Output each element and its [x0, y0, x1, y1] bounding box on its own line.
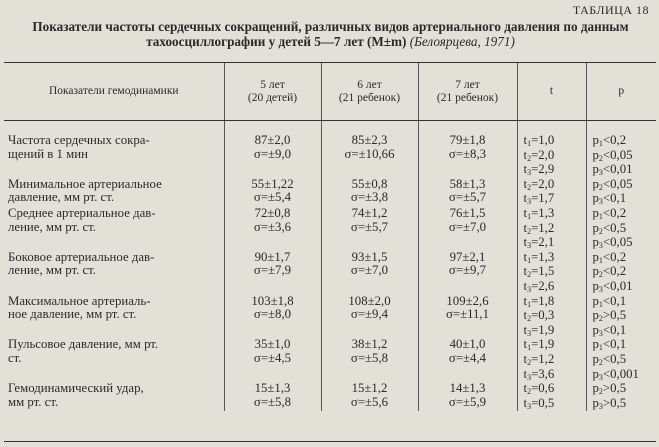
- table-row: [4, 134, 656, 178]
- age-7-cell-line: 40±1,0: [449, 337, 486, 352]
- indicator-line: Минимальное артериальное: [8, 176, 162, 191]
- p-cell-item: $p_2<0,2$: [592, 264, 627, 280]
- p-cell-item: $p_3<0,001$: [592, 366, 639, 382]
- table-title: [8, 19, 653, 49]
- p-cell-item: $p_2<0,5$: [592, 220, 627, 236]
- p-cell-subscript: 2: [598, 153, 603, 163]
- p-cell-item: $p_1<0,1$: [592, 293, 627, 309]
- age-7-cell: [418, 207, 517, 251]
- t-cell-item: $t_1=1,3$: [523, 249, 555, 265]
- age-5-cell: [224, 295, 321, 339]
- age-5-cell: [224, 207, 321, 251]
- age-5-cell-line: 15±1,3: [254, 381, 291, 396]
- header-age-6-label: 6 лет: [357, 78, 382, 91]
- age-6-cell-line: σ=±3,8: [350, 190, 389, 205]
- t-cell-subscript: 3: [527, 197, 532, 207]
- t-cell-subscript: 1: [527, 343, 532, 353]
- t-cell-subscript: 3: [527, 401, 532, 411]
- age-7-cell-line: σ=±5,9: [448, 394, 487, 409]
- age-7-cell: [418, 251, 517, 295]
- age-5-cell-line: σ=±5,8: [253, 394, 292, 409]
- age-5-cell-line: σ=±5,4: [253, 190, 292, 205]
- table-row: [4, 251, 656, 295]
- p-cell-item: $p_1<0,2$: [592, 133, 627, 148]
- indicator-line: Частота сердечных сокра-: [8, 133, 150, 147]
- t-cell-item: $t_1=1,9$: [523, 337, 555, 353]
- t-cell-item: $t_3=1,9$: [523, 322, 555, 338]
- age-5-cell: [224, 338, 321, 382]
- p-cell-item: $p_3<0,1$: [592, 322, 627, 338]
- table-label: ТАБЛИЦА 18: [572, 3, 649, 17]
- age-6-cell-line: 93±1,5: [351, 249, 388, 264]
- t-cell-item: $t_2=1,5$: [523, 264, 555, 280]
- t-cell-item: $t_2=1,2$: [523, 220, 555, 236]
- age-7-cell-line: 76±1,5: [449, 205, 486, 220]
- t-cell-subscript: 3: [527, 241, 532, 251]
- age-6-cell-line: σ=±7,0: [350, 263, 389, 278]
- age-6-cell-line: σ=±5,8: [350, 350, 389, 365]
- indicator-line: ное давление, мм рт. ст.: [8, 307, 137, 322]
- indicator-cell: [4, 295, 224, 339]
- age-5-cell-line: σ=±3,6: [253, 219, 292, 234]
- age-7-cell-line: σ=±4,4: [448, 350, 487, 365]
- p-cell-subscript: 3: [598, 401, 603, 411]
- indicator-line: ление, мм рт. ст.: [8, 263, 97, 278]
- p-cell: [586, 134, 656, 178]
- indicator-line: Максимальное артериаль-: [8, 293, 151, 308]
- p-cell-item: $p_2<0,5$: [592, 351, 627, 367]
- age-6-cell-line: 38±1,2: [351, 337, 388, 352]
- p-cell: [586, 338, 656, 382]
- age-7-cell: [418, 295, 517, 339]
- p-cell-subscript: 3: [598, 372, 603, 382]
- t-cell-subscript: 1: [527, 255, 532, 265]
- t-cell-item: $t_1=1,0$: [523, 133, 555, 148]
- age-6-cell: [321, 178, 418, 207]
- age-6-cell-line: σ=±10,66: [344, 146, 395, 161]
- indicator-line: ление, мм рт. ст.: [8, 219, 97, 234]
- age-6-cell: [321, 338, 418, 382]
- age-5-cell-line: 35±1,0: [254, 337, 291, 352]
- age-5-cell-line: 90±1,7: [254, 249, 291, 264]
- age-7-cell-line: σ=±9,7: [448, 263, 487, 278]
- age-5-cell-line: σ=±9,0: [253, 146, 292, 161]
- t-cell-item: $t_3=1,7$: [523, 191, 555, 207]
- age-7-cell-line: 97±2,1: [449, 249, 486, 264]
- age-7-cell: [418, 338, 517, 382]
- t-cell-item: $t_1=1,3$: [523, 205, 555, 221]
- age-7-cell-line: σ=±5,7: [448, 190, 487, 205]
- age-5-cell: [224, 251, 321, 295]
- indicator-cell: [4, 207, 224, 251]
- p-cell-subscript: 3: [598, 197, 603, 207]
- p-cell: [586, 382, 656, 411]
- t-cell-subscript: 3: [527, 168, 532, 178]
- age-6-cell-line: σ=±5,6: [350, 394, 389, 409]
- table-row: [4, 178, 656, 207]
- p-cell: [586, 295, 656, 339]
- indicator-line: Гемодинамический удар,: [8, 381, 144, 396]
- t-cell-item: $t_2=0,3$: [523, 308, 555, 324]
- indicator-cell: [4, 134, 224, 178]
- t-cell-item: $t_3=3,6$: [523, 366, 555, 382]
- indicator-line: мм рт. ст.: [8, 394, 59, 409]
- age-6-cell-line: 85±2,3: [351, 133, 388, 147]
- header-age-5-count: (20 детей): [247, 91, 298, 104]
- age-6-cell: [321, 134, 418, 178]
- age-5-cell-line: 87±2,0: [254, 133, 291, 147]
- age-5-cell-line: 103±1,8: [251, 293, 294, 308]
- t-cell-item: $t_2=2,0$: [523, 147, 555, 163]
- title-citation: (Белоярцева, 1971): [409, 34, 515, 49]
- p-cell-subscript: 1: [598, 255, 603, 265]
- header-indicator: Показатели гемодинамики: [4, 63, 224, 121]
- header-t: t: [517, 63, 586, 121]
- t-cell-subscript: 2: [527, 226, 532, 236]
- table-row: [4, 295, 656, 339]
- p-cell-item: $p_1<0,1$: [592, 337, 627, 353]
- t-cell: [517, 178, 586, 207]
- table-row: [4, 338, 656, 382]
- indicator-line: ст.: [8, 350, 22, 365]
- header-age-7-count: (21 ребенок): [436, 91, 499, 104]
- t-cell-subscript: 2: [527, 357, 532, 367]
- t-cell-item: $t_3=2,6$: [523, 278, 555, 294]
- header-p: p: [586, 63, 656, 121]
- age-6-cell: [321, 207, 418, 251]
- p-cell-item: $p_2<0,05$: [592, 176, 633, 192]
- p-cell-subscript: 1: [598, 139, 603, 148]
- t-cell: [517, 251, 586, 295]
- p-cell-item: $p_3>0,5$: [592, 395, 627, 411]
- age-5-cell-line: σ=±7,9: [253, 263, 292, 278]
- p-cell: [586, 207, 656, 251]
- p-cell-subscript: 2: [598, 226, 603, 236]
- t-cell-subscript: 3: [527, 328, 532, 338]
- indicator-cell: [4, 251, 224, 295]
- indicator-line: Среднее артериальное дав-: [8, 205, 156, 220]
- age-6-cell-line: σ=±5,7: [350, 219, 389, 234]
- age-7-cell-line: 14±1,3: [449, 381, 486, 396]
- t-cell-item: $t_2=0,6$: [523, 381, 555, 397]
- p-cell-item: $p_3<0,05$: [592, 235, 633, 251]
- header-age-5-label: 5 лет: [260, 78, 285, 91]
- p-cell-subscript: 3: [598, 328, 603, 338]
- t-cell-subscript: 2: [527, 153, 532, 163]
- t-cell-item: $t_1=1,8$: [523, 293, 555, 309]
- indicator-cell: [4, 338, 224, 382]
- t-cell-item: $t_2=1,2$: [523, 351, 555, 367]
- t-cell: [517, 382, 586, 411]
- age-7-cell: [418, 178, 517, 207]
- p-cell-item: $p_2>0,5$: [592, 381, 627, 397]
- p-cell-item: $p_1<0,2$: [592, 205, 627, 221]
- t-cell-subscript: 2: [527, 314, 532, 324]
- age-7-cell-line: σ=±11,1: [445, 307, 490, 322]
- p-cell: [586, 178, 656, 207]
- age-7-cell-line: σ=±7,0: [448, 219, 487, 234]
- t-cell-subscript: 2: [527, 270, 532, 280]
- age-6-cell-line: 108±2,0: [348, 293, 391, 308]
- age-7-cell-line: 58±1,3: [449, 176, 486, 191]
- t-cell-subscript: 3: [527, 372, 532, 382]
- age-6-cell-line: 15±1,2: [351, 381, 388, 396]
- p-cell-subscript: 1: [598, 343, 603, 353]
- age-5-cell: [224, 178, 321, 207]
- p-cell: [586, 251, 656, 295]
- header-age-6-count: (21 ребенок): [338, 91, 401, 104]
- t-cell-subscript: 2: [527, 387, 532, 397]
- p-cell-subscript: 2: [598, 387, 603, 397]
- age-6-cell-line: 74±1,2: [351, 205, 388, 220]
- table-row: [4, 207, 656, 251]
- age-5-cell-line: 72±0,8: [254, 205, 291, 220]
- age-5-cell: [224, 134, 321, 178]
- p-cell-item: $p_3<0,1$: [592, 191, 627, 207]
- age-7-cell: [418, 382, 517, 411]
- age-6-cell-line: σ=±9,4: [350, 307, 389, 322]
- p-cell-item: $p_2>0,5$: [592, 308, 627, 324]
- hemodynamics-table: [4, 62, 656, 411]
- p-cell-subscript: 1: [598, 211, 603, 221]
- t-cell: [517, 207, 586, 251]
- t-cell-item: $t_3=2,9$: [523, 162, 555, 178]
- t-cell-item: $t_3=0,5$: [523, 395, 555, 411]
- spacer-row: [4, 121, 656, 135]
- t-cell: [517, 338, 586, 382]
- t-cell-subscript: 3: [527, 284, 532, 294]
- age-6-cell: [321, 382, 418, 411]
- header-age-7: [418, 63, 517, 121]
- p-cell-subscript: 2: [598, 182, 603, 192]
- age-7-cell-line: 109±2,6: [446, 293, 489, 308]
- age-7-cell: [418, 134, 517, 178]
- p-cell-subscript: 2: [598, 270, 603, 280]
- indicator-cell: [4, 382, 224, 411]
- p-cell-item: $p_3<0,01$: [592, 278, 633, 294]
- age-7-cell-line: 79±1,8: [449, 133, 486, 147]
- header-row: [4, 63, 656, 121]
- t-cell: [517, 295, 586, 339]
- age-7-cell-line: σ=±8,3: [448, 146, 487, 161]
- age-6-cell: [321, 295, 418, 339]
- header-age-5: [224, 63, 321, 121]
- t-cell-subscript: 1: [527, 299, 532, 309]
- header-age-6: [321, 63, 418, 121]
- p-cell-subscript: 3: [598, 168, 603, 178]
- t-cell-subscript: 1: [527, 211, 532, 221]
- indicator-cell: [4, 178, 224, 207]
- table-row: [4, 382, 656, 411]
- indicator-line: Пульсовое давление, мм рт.: [8, 337, 159, 352]
- indicator-line: щений в 1 мин: [8, 146, 88, 161]
- header-age-7-label: 7 лет: [455, 78, 480, 91]
- age-5-cell-line: σ=±4,5: [253, 350, 292, 365]
- age-6-cell: [321, 251, 418, 295]
- p-cell-item: $p_1<0,2$: [592, 249, 627, 265]
- p-cell-subscript: 2: [598, 314, 603, 324]
- p-cell-item: $p_3<0,01$: [592, 162, 633, 178]
- table-body: [4, 121, 656, 412]
- t-cell-subscript: 1: [527, 139, 532, 148]
- p-cell-subscript: 2: [598, 357, 603, 367]
- t-cell-item: $t_3=2,1$: [523, 235, 555, 251]
- age-5-cell: [224, 382, 321, 411]
- age-5-cell-line: σ=±8,0: [253, 307, 292, 322]
- p-cell-subscript: 1: [598, 299, 603, 309]
- title-main: Показатели частоты сердечных сокращений, различных видов артериального давления по данным тахоосциллографии у детей 5—7 лет (М±m): [32, 19, 629, 49]
- p-cell-item: $p_2<0,05$: [592, 147, 633, 163]
- p-cell-subscript: 3: [598, 241, 603, 251]
- indicator-line: давление, мм рт. ст.: [8, 190, 115, 205]
- t-cell: [517, 134, 586, 178]
- t-cell-subscript: 2: [527, 182, 532, 192]
- age-6-cell-line: 55±0,8: [351, 176, 388, 191]
- indicator-line: Боковое артериальное дав-: [8, 249, 155, 264]
- bottom-rule: [4, 441, 656, 442]
- p-cell-subscript: 3: [598, 284, 603, 294]
- t-cell-item: $t_2=2,0$: [523, 176, 555, 192]
- age-5-cell-line: 55±1,22: [251, 176, 294, 191]
